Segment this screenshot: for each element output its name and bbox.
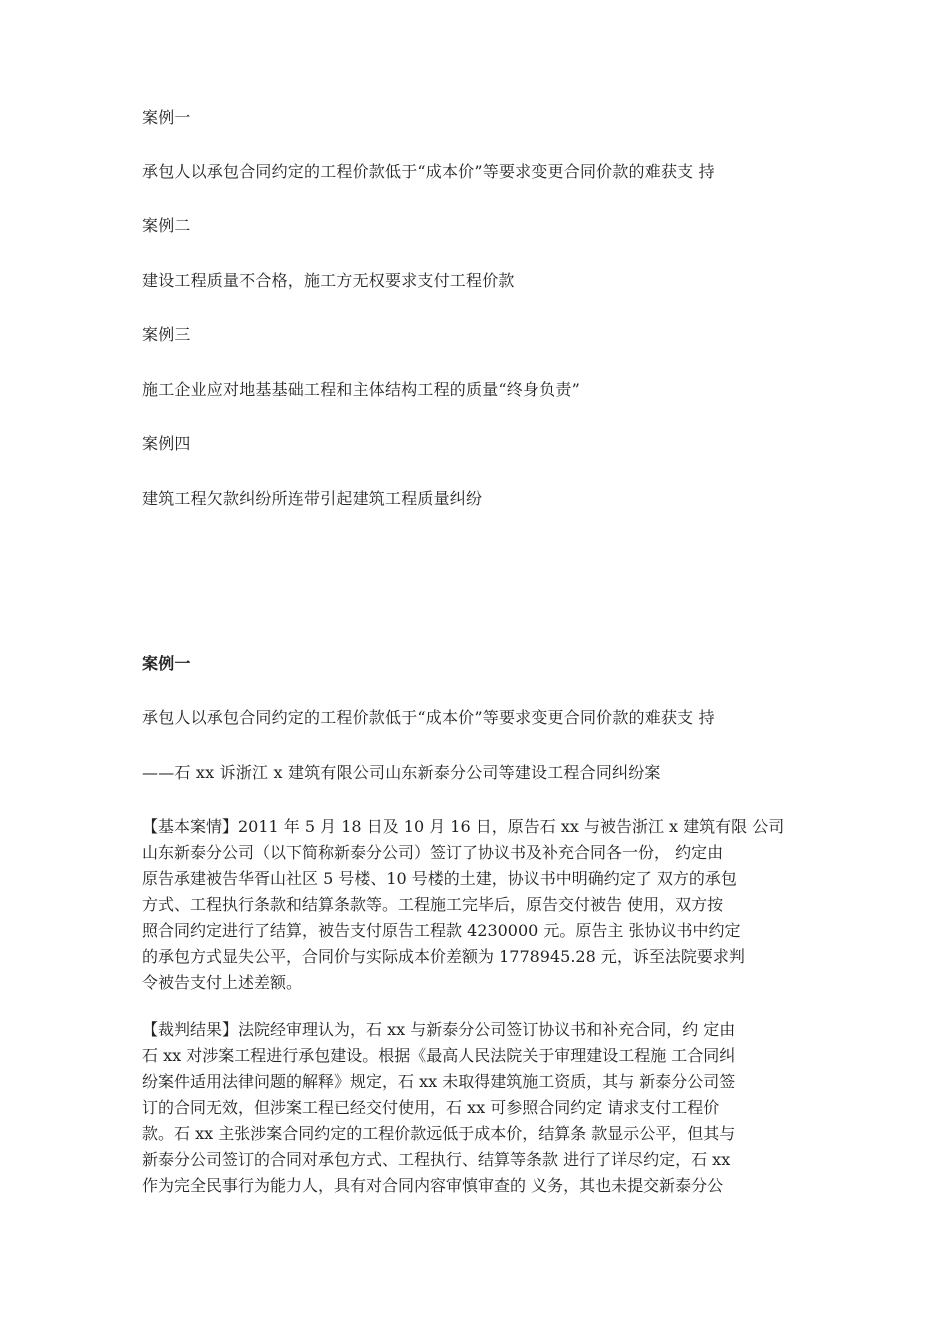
toc-case-4-desc: 建筑工程欠款纠纷所连带引起建筑工程质量纠纷 (142, 489, 483, 508)
toc-case-4-title: 案例四 (142, 434, 191, 453)
basic-facts-line: 的承包方式显失公平，合同价与实际成本价差额为 1778945.28 元，诉至法院要求判 (142, 947, 745, 966)
basic-facts-line: 令被告支付上述差额。 (142, 973, 303, 992)
basic-facts-paragraph (142, 814, 814, 996)
basic-facts-line: 照合同约定进行了结算，被告支付原告工程款 4230000 元。原告主 张协议书中约定 (142, 921, 741, 940)
toc-case-2-desc: 建设工程质量不合格，施工方无权要求支付工程价款 (142, 271, 515, 290)
toc-case-3-desc: 施工企业应对地基基础工程和主体结构工程的质量“终身负责” (142, 380, 580, 399)
judgment-line: 订的合同无效，但涉案工程已经交付使用，石 xx 可参照合同约定 请求支付工程价 (142, 1098, 720, 1117)
case-heading: 案例一 (142, 654, 191, 673)
basic-facts-line: 山东新泰分公司（以下简称新泰分公司）签订了协议书及补充合同各一份， 约定由 (142, 843, 724, 862)
judgment-line: 【裁判结果】法院经审理认为，石 xx 与新泰分公司签订协议书和补充合同，约 定由 (142, 1020, 736, 1039)
toc-case-1-title: 案例一 (142, 108, 191, 127)
judgment-paragraph (142, 1017, 814, 1199)
case-subtitle: ——石 xx 诉浙江 x 建筑有限公司山东新泰分公司等建设工程合同纠纷案 (142, 763, 661, 782)
judgment-line: 石 xx 对涉案工程进行承包建设。根据《最高人民法院关于审理建设工程施 工合同纠 (142, 1046, 736, 1065)
toc-case-1-desc: 承包人以承包合同约定的工程价款低于“成本价”等要求变更合同价款的难获支 持 (142, 162, 715, 181)
judgment-line: 作为完全民事行为能力人，具有对合同内容审慎审查的 义务，其也未提交新泰分公 (142, 1176, 724, 1195)
basic-facts-line: 原告承建被告华胥山社区 5 号楼、10 号楼的土建，协议书中明确约定了 双方的承包 (142, 869, 737, 888)
judgment-line: 纷案件适用法律问题的解释》规定，石 xx 未取得建筑施工资质，其与 新泰分公司签 (142, 1072, 736, 1091)
judgment-line: 新泰分公司签订的合同对承包方式、工程执行、结算等条款 进行了详尽约定，石 xx (142, 1150, 731, 1169)
basic-facts-line: 【基本案情】2011 年 5 月 18 日及 10 月 16 日，原告石 xx 与被告浙江 x 建筑有限 公司 (142, 817, 785, 836)
toc-case-2-title: 案例二 (142, 216, 191, 235)
basic-facts-line: 方式、工程执行条款和结算条款等。工程施工完毕后，原告交付被告 使用，双方按 (142, 895, 724, 914)
judgment-line: 款。石 xx 主张涉案合同约定的工程价款远低于成本价，结算条 款显示公平，但其与 (142, 1124, 736, 1143)
toc-case-3-title: 案例三 (142, 325, 191, 344)
case-title: 承包人以承包合同约定的工程价款低于“成本价”等要求变更合同价款的难获支 持 (142, 708, 715, 727)
